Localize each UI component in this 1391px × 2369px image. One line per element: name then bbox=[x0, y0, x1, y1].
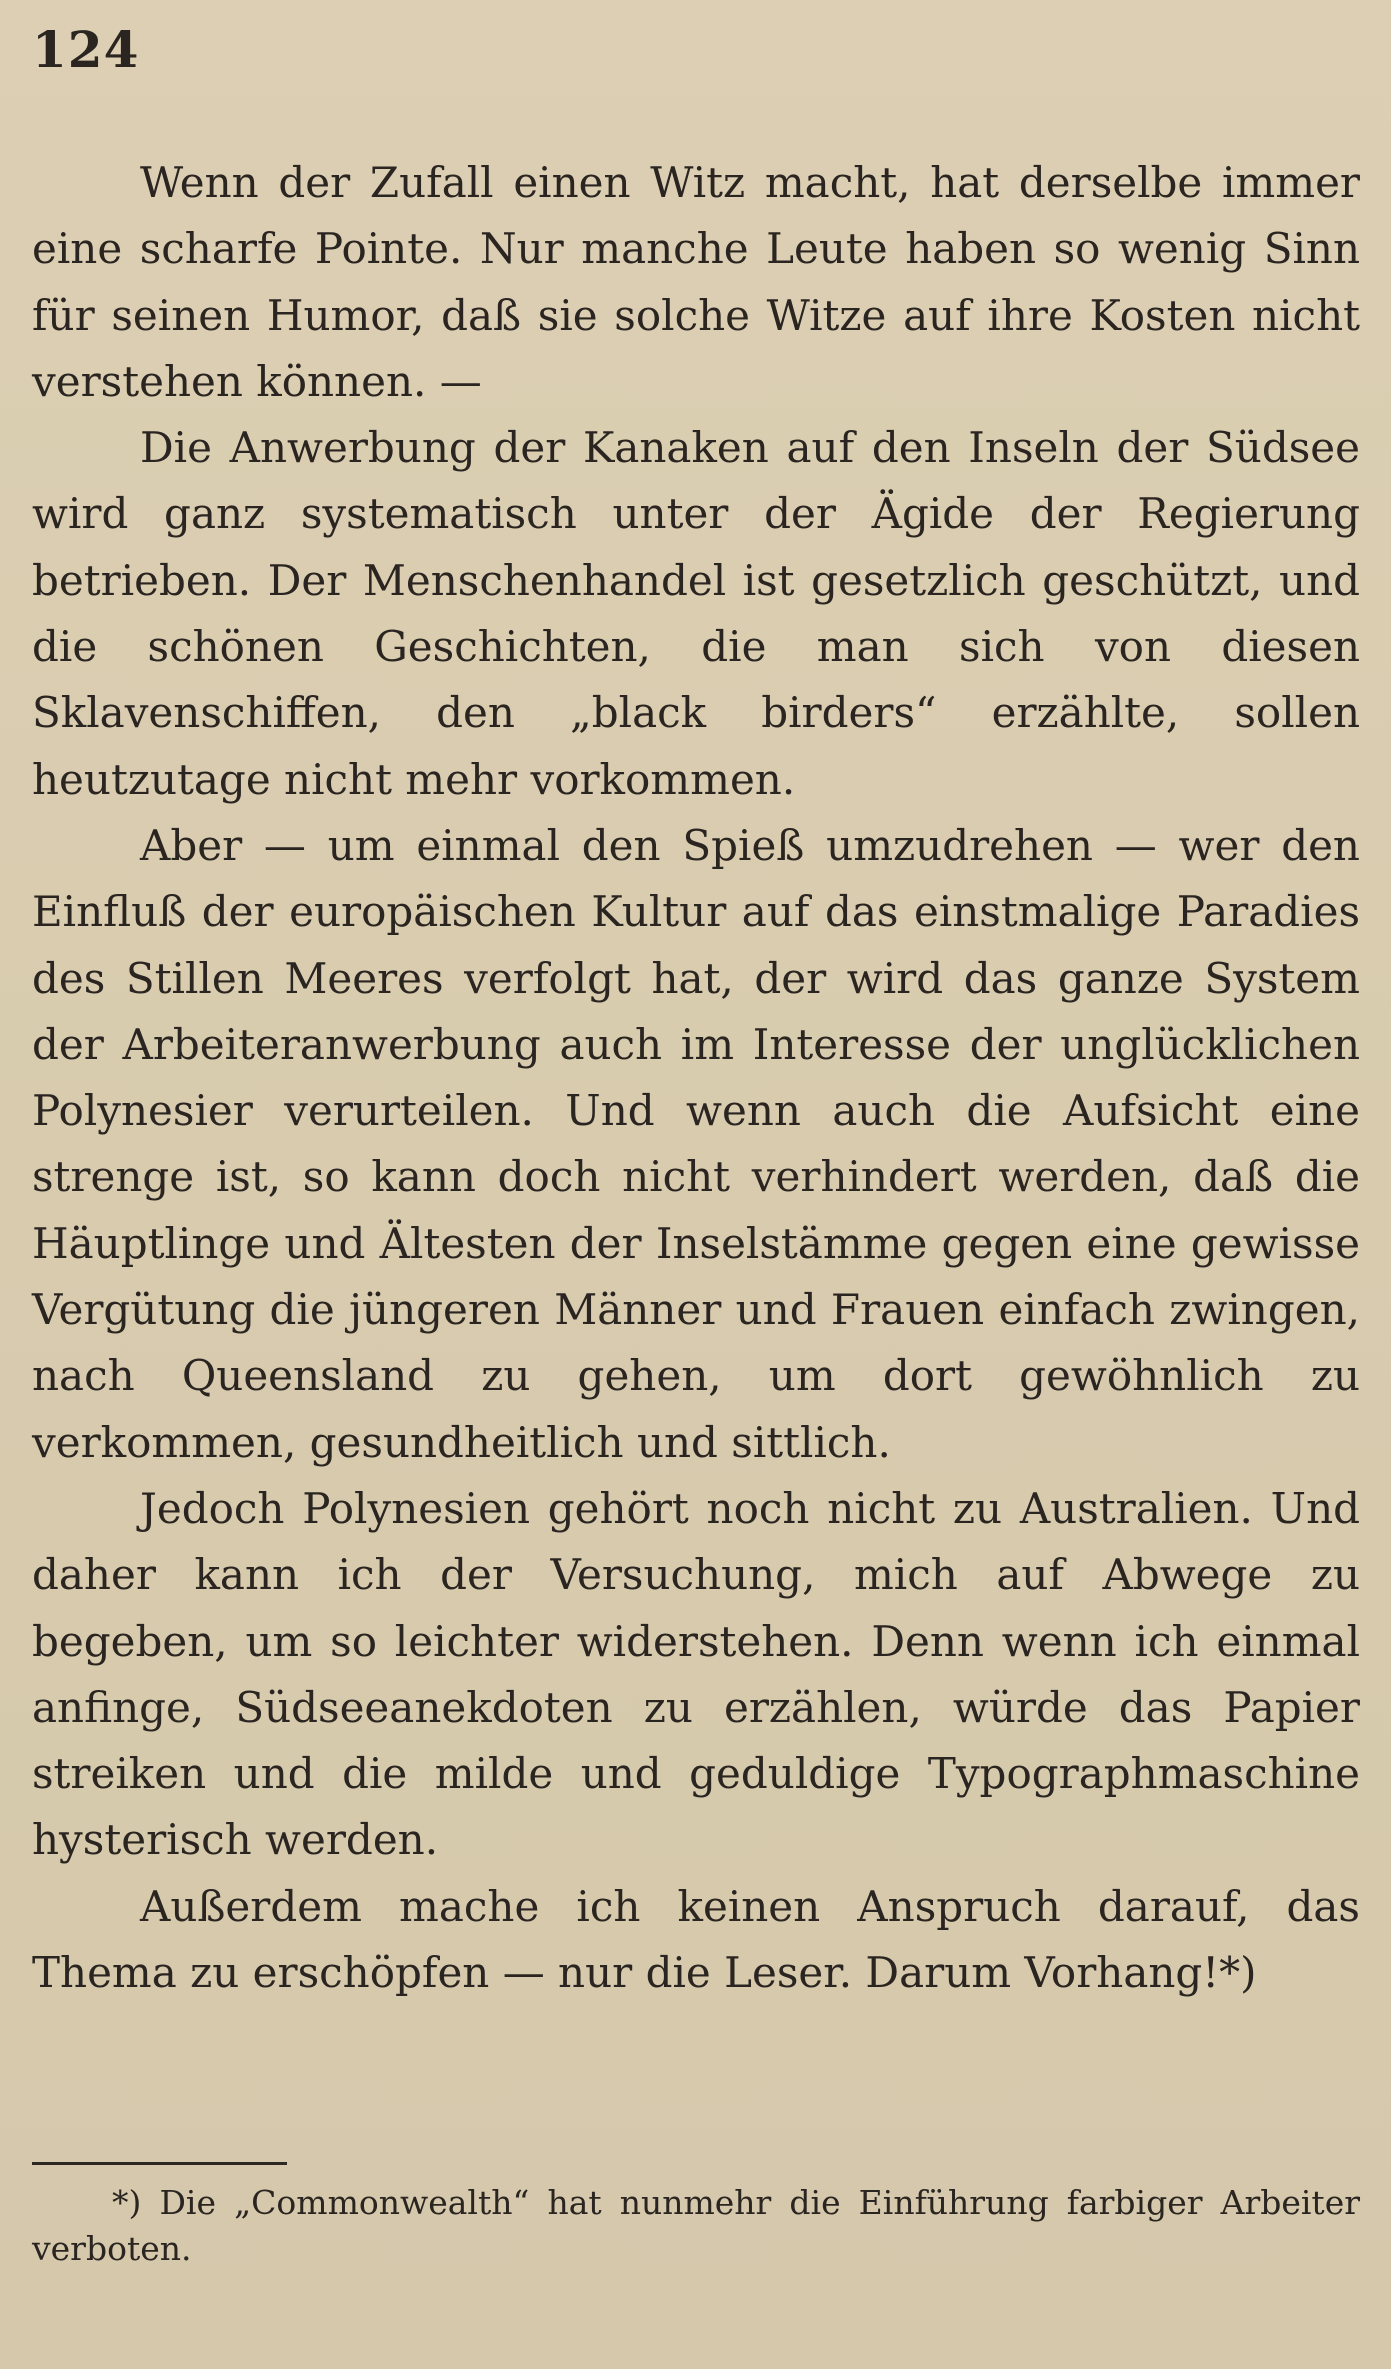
paragraph-2: Die Anwerbung der Kanaken auf den Inseln der Südsee wird ganz systematisch unter der Ägide der Regierung betrieben. Der Menschenhandel ist gesetzlich geschützt, und die schönen Geschichten, die man sich von diesen Sklavenschiffen, den „black birders“ erzählte, sollen heutzutage nicht mehr vorkommen. bbox=[32, 423, 1360, 804]
paragraph-3: Aber — um einmal den Spieß umzudrehen — wer den Einfluß der europäischen Kultur auf das einstmalige Paradies des Stillen Meeres verfolgt hat, der wird das ganze System der Arbeiteranwerbung auch im Interesse der unglücklichen Polynesier verurteilen. Und wenn auch die Aufsicht eine strenge ist, so kann doch nicht verhindert werden, daß die Häuptlinge und Ältesten der Inselstämme gegen eine gewisse Vergütung die jüngeren Männer und Frauen einfach zwingen, nach Queensland zu gehen, um dort gewöhnlich zu verkommen, gesundheitlich und sittlich. bbox=[32, 820, 1360, 1467]
footnote-divider bbox=[32, 2162, 287, 2165]
paragraph-5: Außerdem mache ich keinen Anspruch darauf, das Thema zu erschöpfen — nur die Leser. Darum Vorhang!*) bbox=[32, 1881, 1360, 1998]
page-number: 124 bbox=[32, 20, 140, 79]
paragraph-1: Wenn der Zufall einen Witz macht, hat derselbe immer eine scharfe Pointe. Nur manche Leute haben so wenig Sinn für seinen Humor, daß sie solche Witze auf ihre Kosten nicht verstehen können. — bbox=[32, 158, 1360, 406]
body-text bbox=[32, 150, 1360, 2006]
paragraph-4: Jedoch Polynesien gehört noch nicht zu Australien. Und daher kann ich der Versuchung, mich auf Abwege zu begeben, um so leichter widerstehen. Denn wenn ich einmal anfinge, Südseeanekdoten zu erzählen, würde das Papier streiken und die milde und geduldige Typographmaschine hysterisch werden. bbox=[32, 1483, 1360, 1865]
footnote bbox=[32, 2180, 1360, 2272]
footnote-text: *) Die „Commonwealth“ hat nunmehr die Einführung farbiger Arbeiter verboten. bbox=[32, 2183, 1360, 2268]
